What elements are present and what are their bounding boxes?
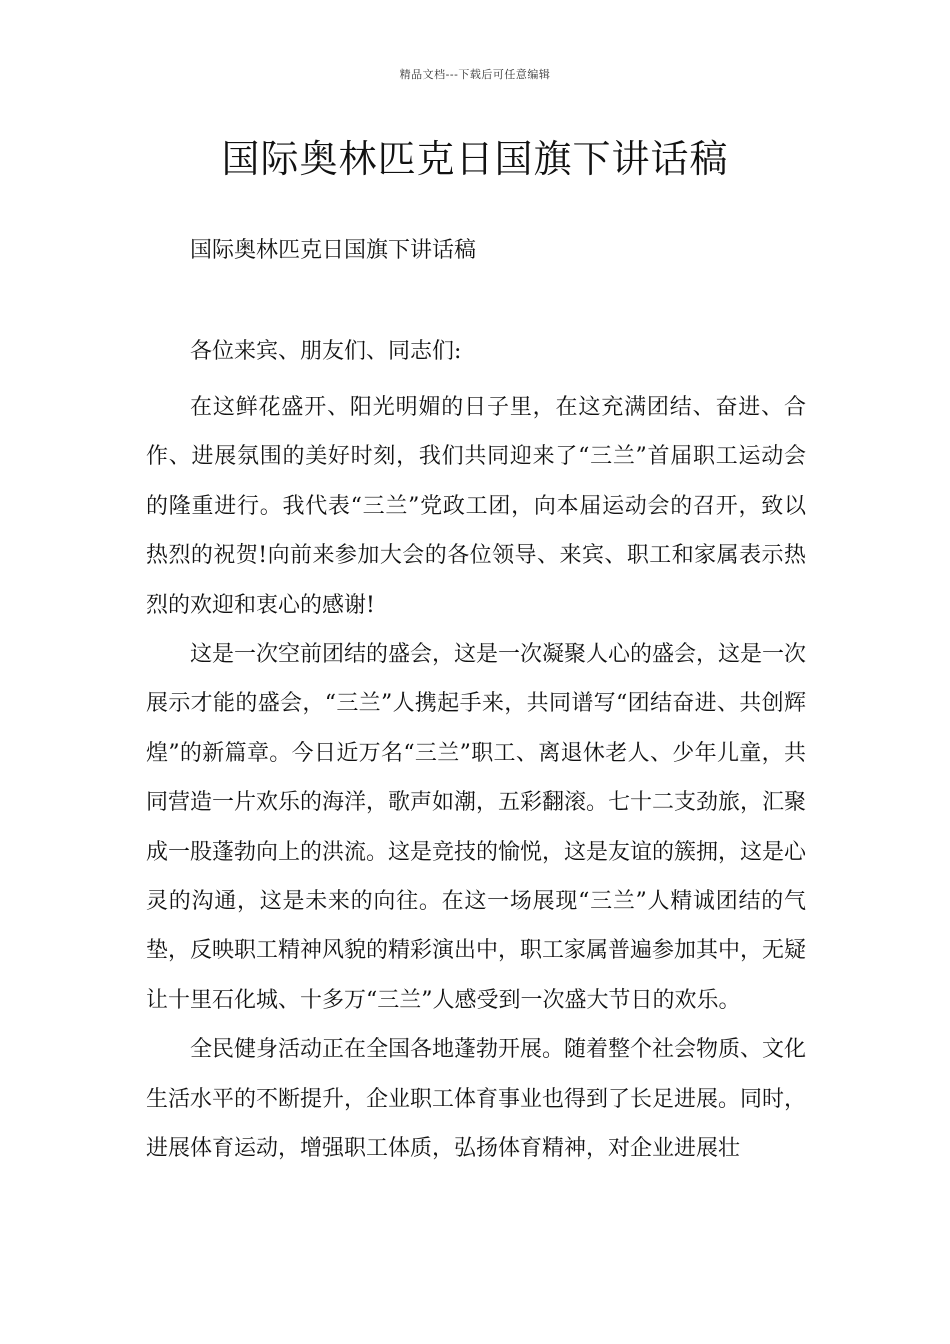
body-paragraph: 这是一次空前团结的盛会，这是一次凝聚人心的盛会，这是一次展示才能的盛会，“三兰”人携起手来，共同谱写“团结奋进、共创辉煌”的新篇章。今日近万名“三兰”职工、离退休老人、少年儿童，共同营造一片欢乐的海洋，歌声如潮，五彩翻滚。七十二支劲旅，汇聚成一股蓬勃向上的洪流。这是竞技的愉悦，这是友谊的簇拥，这是心灵的沟通，这是未来的向往。在这一场展现“三兰”人精诚团结的气垫，反映职工精神风貌的精彩演出中，职工家属普遍参加其中，无疑让十里石化城、十多万“三兰”人感受到一次盛大节日的欢乐。	[146, 642, 807, 1013]
document-title: 国际奥林匹克日国旗下讲话稿	[221, 137, 729, 181]
salutation: 各位来宾、朋友们、同志们:	[190, 339, 462, 364]
body-paragraph: 在这鲜花盛开、阳光明媚的日子里，在这充满团结、奋进、合作、进展氛围的美好时刻，我们共同迎来了“三兰”首届职工运动会的隆重进行。我代表“三兰”党政工团，向本届运动会的召开，致以热烈的祝贺!向前来参加大会的各位领导、来宾、职工和家属表示热烈的欢迎和衷心的感谢!	[146, 395, 806, 618]
document-body	[146, 383, 806, 1174]
page-header-note: 精品文档---下载后可任意编辑	[399, 68, 551, 81]
body-paragraph: 全民健身活动正在全国各地蓬勃开展。随着整个社会物质、文化生活水平的不断提升，企业职工体育事业也得到了长足进展。同时，进展体育运动，增强职工体质，弘扬体育精神，对企业进展壮	[146, 1037, 807, 1162]
document-subtitle: 国际奥林匹克日国旗下讲话稿	[190, 238, 477, 263]
